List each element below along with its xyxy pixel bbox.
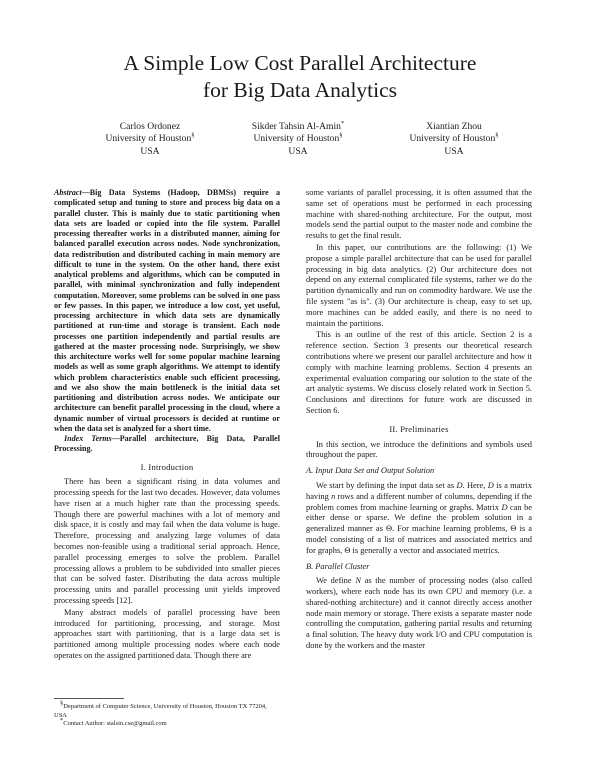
text-run: as the number of processing nodes (also called workers), where each node has its own CPU and memory (i.e. a shared-nothing architecture) and it cannot directly access another node main memory or storage. There exists a separate master node controlling the computation, gathering partial results and returning a final solution. The heavy duty work I/O and CPU computation is done by the workers and the master: [306, 576, 532, 651]
parallel-cluster-paragraph: [306, 576, 532, 652]
section-heading-preliminaries: II. Preliminaries: [389, 423, 449, 434]
author-name: Xiantian Zhou: [426, 121, 482, 132]
intro-paragraph-3: some variants of parallel processing, it is often assumed that the same set of operations must be performed in each processing machine with shared-nothing architecture. For the output, most models send the partial output to the master node and combine the results to get the final result.: [306, 188, 532, 241]
subsection-heading-parallel-cluster: B. Parallel Cluster: [306, 561, 370, 571]
text-run: We define: [316, 576, 356, 586]
footnote-text: Department of Computer Science, University of Houston, Houston TX 77204, USA: [54, 703, 267, 719]
text-run: . Here,: [462, 480, 488, 490]
index-terms-label: Index Terms: [64, 434, 112, 443]
text-run: is a matrix having: [306, 480, 532, 501]
intro-paragraph-2: Many abstract models of parallel processing have been introduced for partitioning, processing, and storage. Most approaches start with partitioning, that is a large data set is partitioned among multiple processing nodes where each node operates on the assigned partitioned data. Though there are: [54, 607, 280, 661]
math-symbol-d: D: [501, 502, 508, 512]
author-affiliation: University of Houston: [105, 133, 192, 145]
intro-paragraph-1: There has been a significant rising in data volumes and processing speeds for the last two decades. However, data volumes have risen at a much higher rate than the processing speeds. Though there are powerful machines with a lot of memory and disk space, it is costly and may fail when the data volume is huge. Therefore, processing and analyzing large volumes of data becomes non-feasible using a traditional serial approach. Hence, parallel processing emerges to solve the problem. Parallel processing allows a problem to be subdivided into smaller pieces that can be solved faster. Distributing the data across multiple processing units and parallel processing unit yields improved processing speeds [12].: [54, 477, 280, 606]
text-run: rows and a different number of columns, depending if the problem comes from machine learning or graphs. Matrix: [306, 491, 533, 512]
math-symbol-d: D: [456, 480, 463, 490]
affiliation-mark: §: [495, 132, 499, 140]
author-mark: *: [340, 119, 345, 127]
math-symbol-d: D: [487, 480, 494, 490]
contributions-paragraph: In this paper, our contributions are the following: (1) We propose a simple parallel architecture that can be used for parallel processing in big data analytics. (2) Our architecture does not depend on any external complicated file systems, rather we do the partition dynamically and run on commodity hardware. We use the file system "as is". (3) Our architecture is cheap, easy to set up, more machines can be added easily, and there is no need to maintain the partitions.: [306, 242, 532, 328]
paper-title: [0, 50, 600, 104]
footnote-contact: [54, 717, 280, 729]
math-symbol-n: n: [331, 491, 336, 501]
author-country: USA: [444, 145, 464, 157]
abstract-label: Abstract: [54, 188, 82, 197]
title-line-2: for Big Data Analytics: [202, 78, 398, 102]
footnote-mark: §: [60, 699, 64, 707]
footnote-rule: [54, 698, 124, 699]
index-terms-text: —Parallel architecture, Big Data, Parallel Processing.: [54, 434, 280, 454]
index-terms: [54, 434, 280, 455]
outline-paragraph: This is an outline of the rest of this article. Section 2 is a reference section. Section 3 presents our theoretical research contributions where we present our parallel architecture and how it comply with machine learning problems. Section 4 presents an experimental evaluation comparing our solution to the state of the art analytic systems. We discuss closely related work in Section 5. Conclusions and directions for future work are discussed in Section 6.: [306, 330, 532, 415]
author-affiliation: University of Houston: [253, 133, 340, 145]
footnotes: [54, 698, 280, 729]
affiliation-mark: §: [339, 132, 343, 140]
text-run: We start by defining the input data set as: [316, 480, 457, 490]
footnote-affiliation: [54, 699, 280, 720]
section-heading-introduction: I. Introduction: [140, 461, 194, 472]
author-name: Carlos Ordonez: [119, 121, 181, 132]
affiliation-mark: §: [191, 132, 195, 140]
footnote-mark: *: [60, 717, 64, 725]
subsection-heading-input-data: A. Input Data Set and Output Solution: [306, 466, 435, 476]
input-data-paragraph: [306, 481, 532, 557]
left-column: [54, 188, 280, 662]
author-country: USA: [140, 145, 160, 157]
title-line-1: A Simple Low Cost Parallel Architecture: [123, 51, 477, 75]
right-column: [306, 188, 532, 652]
author-affiliation: University of Houston: [409, 133, 496, 145]
author-name: Sikder Tahsin Al-Amin: [251, 121, 341, 132]
math-symbol-n-upper: N: [355, 576, 361, 586]
abstract: [54, 188, 280, 434]
abstract-text: —Big Data Systems (Hadoop, DBMSs) require a complicated setup and tuning to store and process big data on a parallel cluster. This is mainly due to static partitioning when data sets are loaded or copied into the file system. Parallel processing thereafter works in a distributed manner, aiming for balanced parallel execution across nodes. Node synchronization, data redistribution and distributed caching in main memory are difficult to tune in the system. On the other hand, there exist analytical problems and algorithms, which can be computed in parallel, with minimal synchronization and fully independent computation. Moreover, some problems can be solved in one pass or few passes. In this paper, we introduce a low cost, yet useful, processing architecture in which data sets are dynamically partitioned at run-time and storage is transient. Each node processes one partition independently and partial results are gathered at the master processing node. Surprisingly, we show this architecture works well for some popular machine learning models as well as some graph algorithms. We attempt to identify which problem characteristics enable such efficient processing, and we also show the main bottleneck is the initial data set partitioning and distribution across nodes. We anticipate our architecture can benefit parallel processing in the cloud, where a dynamic number of virtual processors is decided at runtime or when the data set is analyzed for a short time.: [54, 188, 280, 433]
author-country: USA: [288, 145, 308, 157]
text-run: can be either dense or sparse. We define the problem solution in a generalized manner as Θ. For machine learning problems, Θ is a model consisting of a list of matrices and associated metrics and for graphs, Θ is generally a vector and associated metrics.: [306, 502, 532, 555]
preliminaries-paragraph: In this section, we introduce the definitions and symbols used throughout the paper.: [306, 439, 532, 460]
author-block-3: [359, 121, 549, 158]
footnote-text: Contact Author: stalsin.cse@gmail.com: [63, 720, 167, 728]
